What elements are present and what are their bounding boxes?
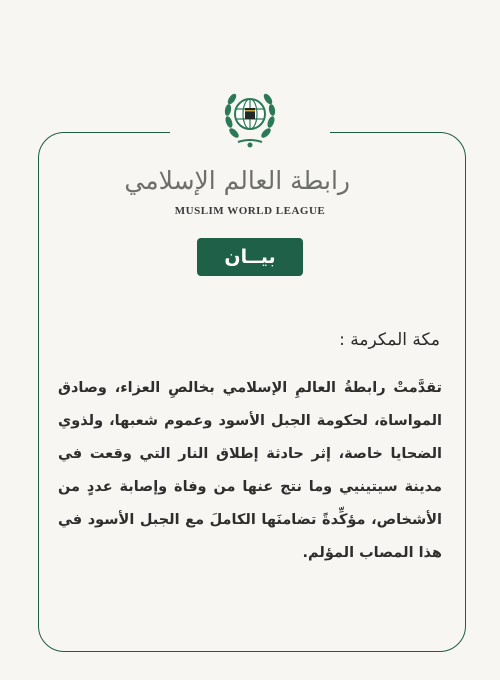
statement-badge: بيــان <box>197 238 303 276</box>
logo-english-name: MUSLIM WORLD LEAGUE <box>174 205 326 217</box>
logo-arabic-name: رابطة العالم الإسلامي <box>124 166 350 195</box>
mwl-emblem-icon <box>220 82 280 158</box>
statement-body: تقدَّمتْ رابطةُ العالمِ الإسلامي بخالصِ العزاء، وصادق المواساة، لحكومة الجبل الأسود وعموم شعبها، ولذوي الضحايا خاصة، إثر حادثة إطلاق النار التي وقعت في مدينة سيتينيي وما نتج عنها من وفاة وإصابة عددٍ من الأشخاص، مؤكِّدةً تضامنَها الكاملَ مع الجبل الأسود في هذا المصاب المؤلم. <box>58 380 442 561</box>
location-heading: مكة المكرمة : <box>339 330 440 350</box>
